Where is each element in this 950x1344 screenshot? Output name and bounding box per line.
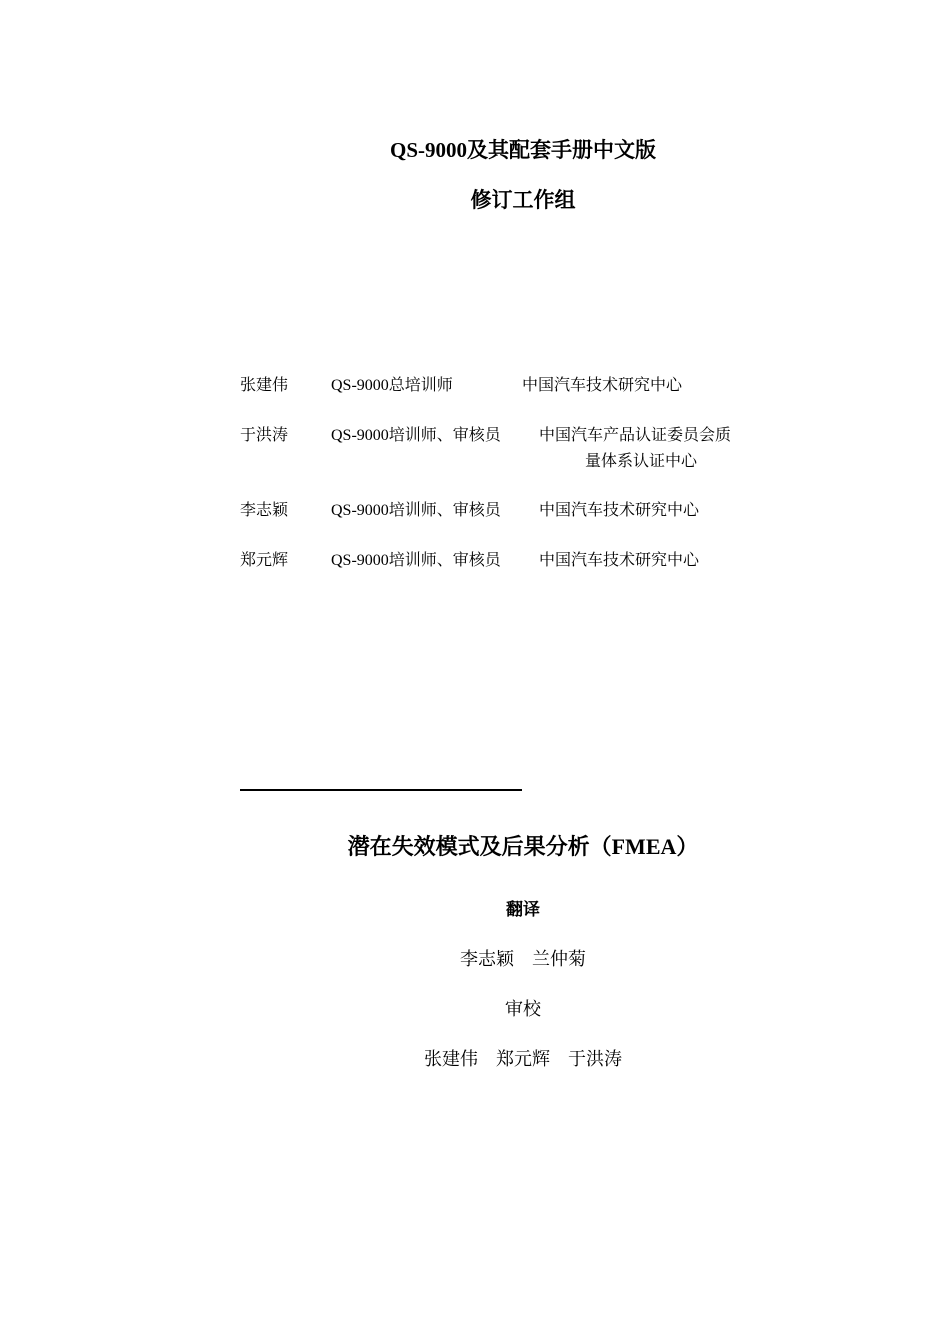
- translation-label: 翻译: [506, 900, 540, 919]
- document-subtitle: 修订工作组: [470, 188, 576, 212]
- member-role: QS-9000培训师、审核员: [331, 427, 501, 444]
- member-org: 中国汽车技术研究中心: [522, 377, 683, 394]
- section-divider: [240, 789, 522, 791]
- member-name: 于洪涛: [240, 427, 289, 444]
- member-name: 李志颖: [240, 502, 289, 519]
- translators: 李志颖 兰仲菊: [460, 949, 586, 969]
- document-title: QS-9000及其配套手册中文版: [389, 138, 656, 162]
- member-role: QS-9000总培训师: [331, 377, 453, 394]
- member-name: 张建伟: [240, 377, 289, 394]
- member-org: 中国汽车产品认证委员会质: [539, 427, 732, 444]
- member-org: 中国汽车技术研究中心: [539, 502, 700, 519]
- reviewers: 张建伟 郑元辉 于洪涛: [424, 1049, 622, 1069]
- member-role: QS-9000培训师、审核员: [331, 502, 501, 519]
- member-role: QS-9000培训师、审核员: [331, 552, 501, 569]
- review-label: 审校: [505, 999, 541, 1019]
- member-org-continued: 量体系认证中心: [585, 453, 698, 470]
- member-org: 中国汽车技术研究中心: [539, 552, 700, 569]
- member-name: 郑元辉: [240, 552, 289, 569]
- manual-title: 潜在失效模式及后果分析（FMEA）: [347, 834, 699, 859]
